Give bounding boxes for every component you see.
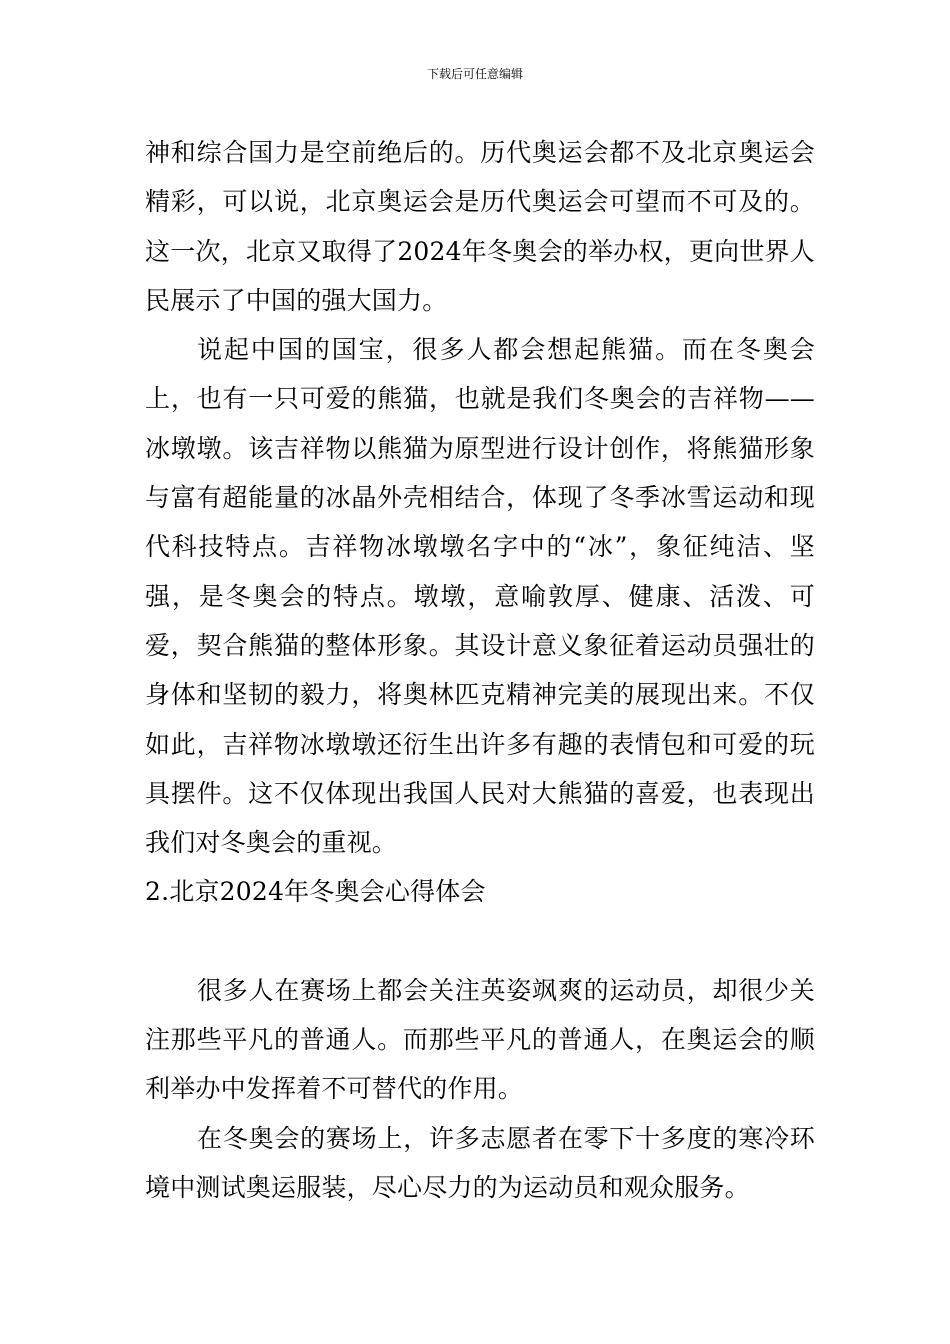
paragraph-continuation: 神和综合国力是空前绝后的。历代奥运会都不及北京奥运会精彩，可以说，北京奥运会是历代奥运会可望而不可及的。这一次，北京又取得了2024年冬奥会的举办权，更向世界人民展示了中国的强大国力。 — [145, 138, 815, 315]
paragraph-mascot: 说起中国的国宝，很多人都会想起熊猫。而在冬奥会上，也有一只可爱的熊猫，也就是我们冬奥会的吉祥物——冰墩墩。该吉祥物以熊猫为原型进行设计创作，将熊猫形象与富有超能量的冰晶外壳相结合，体现了冬季冰雪运动和现代科技特点。吉祥物冰墩墩名字中的“冰”，象征纯洁、坚强，是冬奥会的特点。墩墩，意喻敦厚、健康、活泼、可爱，契合熊猫的整体形象。其设计意义象征着运动员强壮的身体和坚韧的毅力，将奥林匹克精神完美的展现出来。不仅如此，吉祥物冰墩墩还衍生出许多有趣的表情包和可爱的玩具摆件。这不仅体现出我国人民对大熊猫的喜爱，也表现出我们对冬奥会的重视。 — [145, 335, 815, 858]
section-heading: 2.北京2024年冬奥会心得体会 — [145, 877, 486, 907]
page-header: 下载后可任意编辑 — [426, 67, 523, 81]
paragraph-ordinary-people: 很多人在赛场上都会关注英姿飒爽的运动员，却很少关注那些平凡的普通人。而那些平凡的普通人，在奥运会的顺利举办中发挥着不可替代的作用。 — [145, 975, 815, 1104]
blank-line — [145, 917, 815, 966]
paragraph-volunteers: 在冬奥会的赛场上，许多志愿者在零下十多度的寒冷环境中测试奥运服装，尽心尽力的为运动员和观众服务。 — [145, 1123, 815, 1202]
document-body — [145, 128, 815, 1212]
